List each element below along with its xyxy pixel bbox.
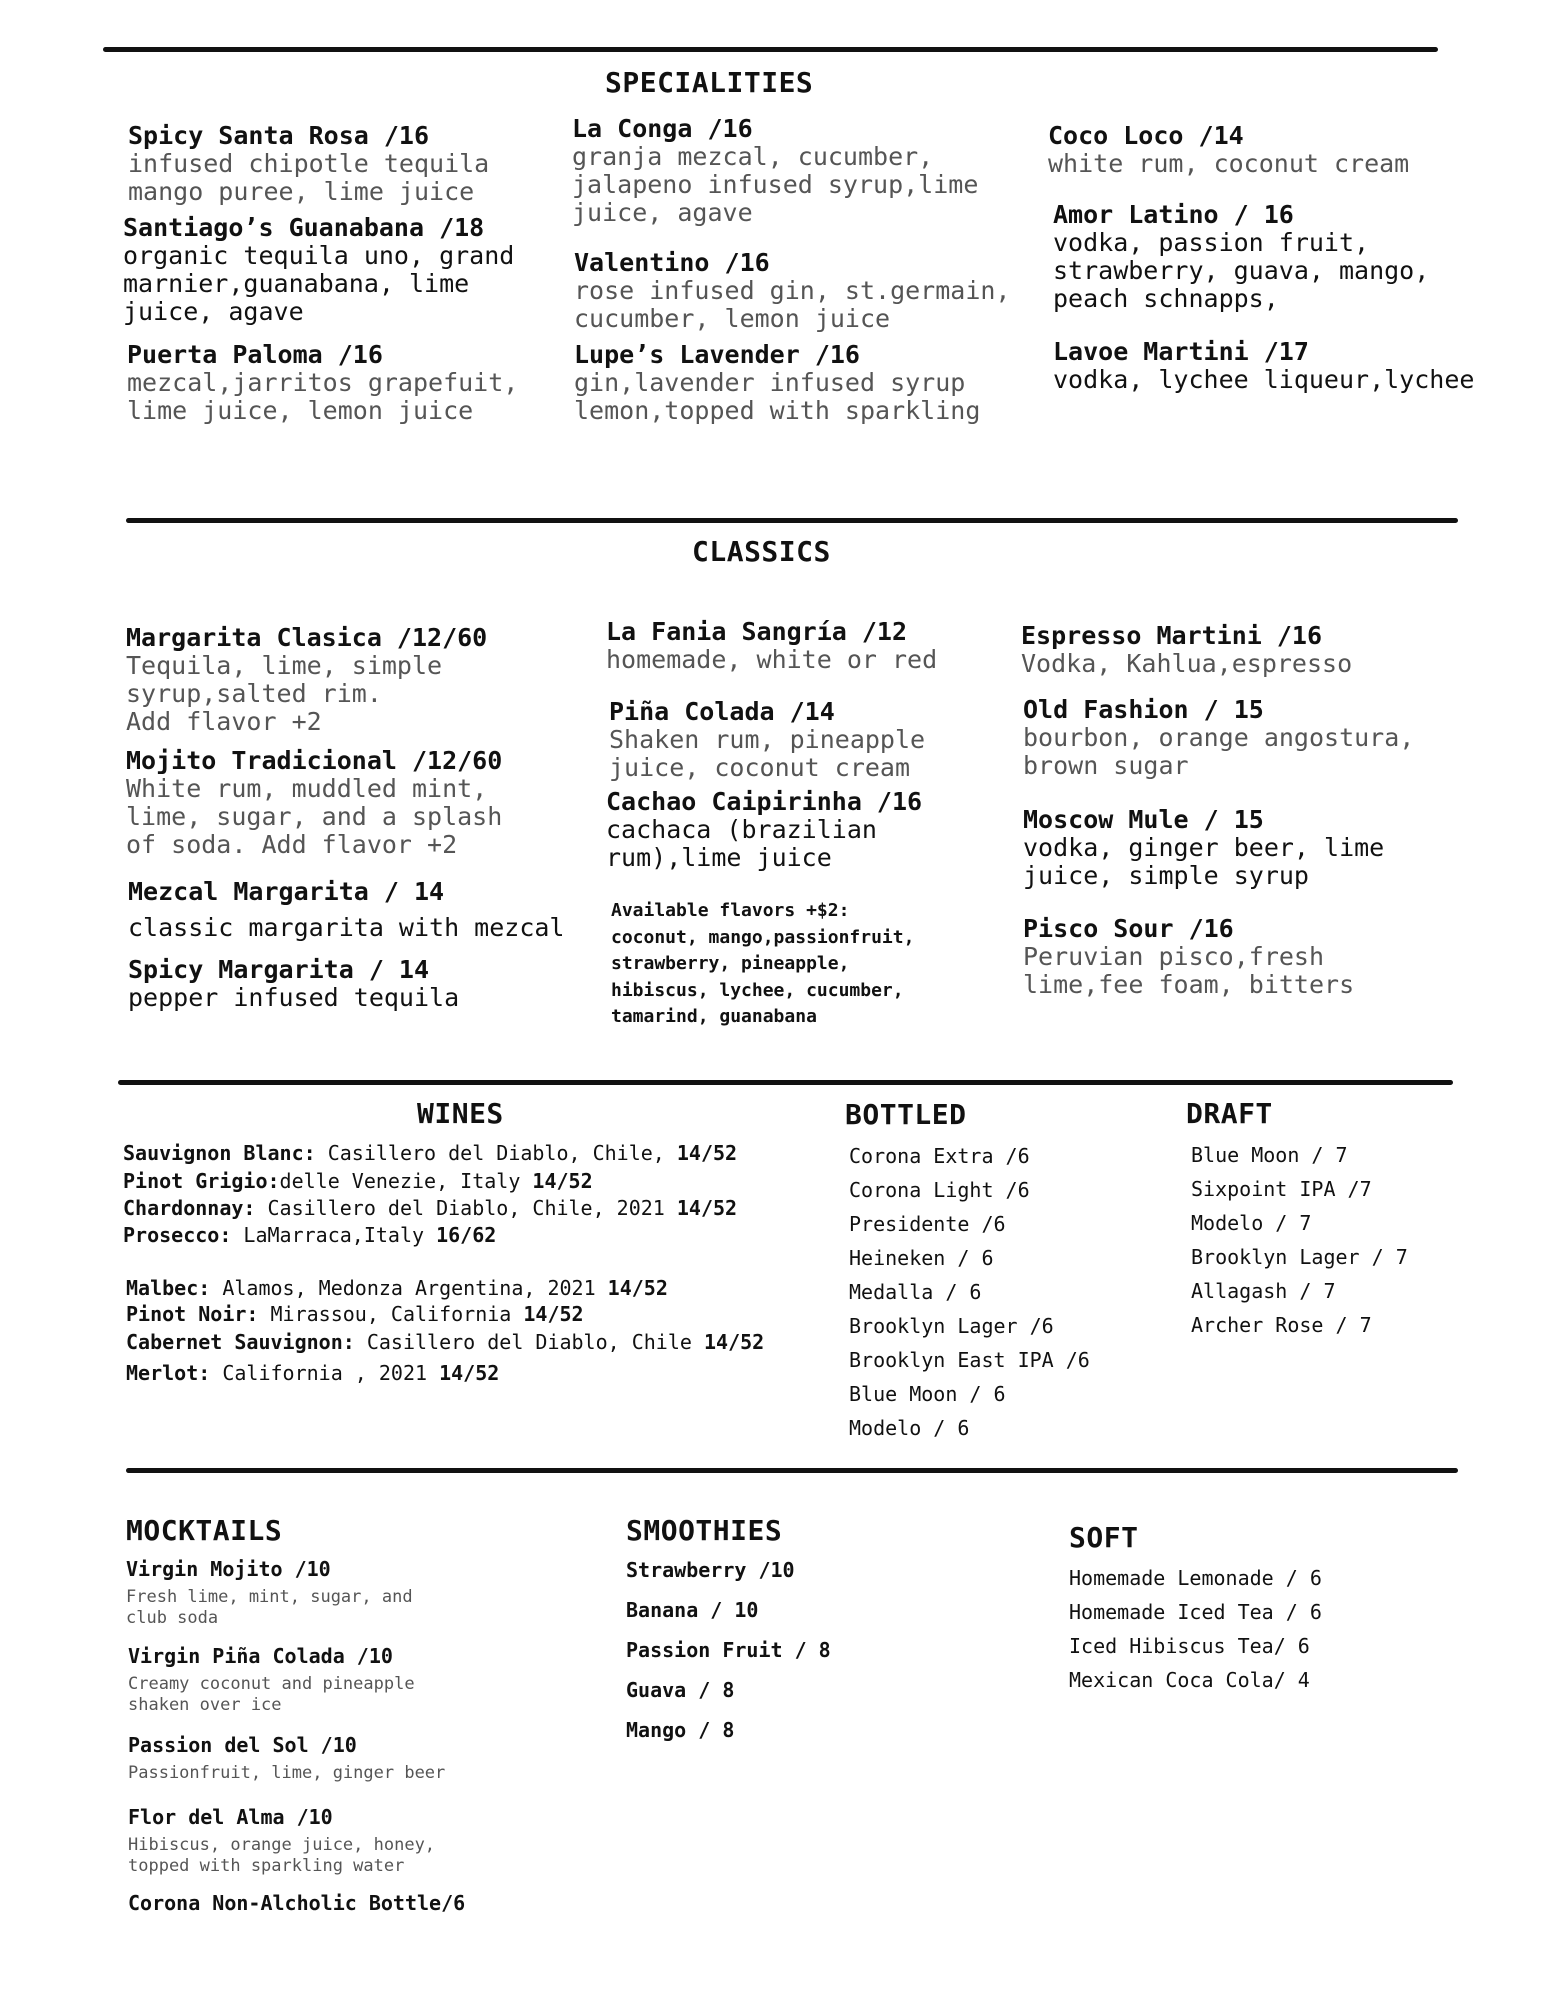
wine-type: Malbec: — [126, 1276, 211, 1300]
bottled-list — [849, 1139, 1090, 1445]
list-item: Banana / 10 — [626, 1598, 759, 1622]
list-item: Sixpoint IPA /7 — [1191, 1177, 1372, 1201]
soft-title: SOFT — [1069, 1521, 1139, 1554]
item-desc: vodka, lychee liqueur,lychee — [1053, 365, 1475, 394]
item-name: Amor Latino / 16 — [1053, 200, 1294, 229]
menu-item — [606, 618, 1076, 674]
item-name: Corona Non-Alcholic Bottle/6 — [128, 1891, 466, 1915]
item-name: Old Fashion / 15 — [1023, 695, 1264, 724]
item-name: La Fania Sangría /12 — [606, 617, 908, 646]
item-name: Mojito Tradicional /12/60 — [126, 746, 503, 775]
menu-item — [572, 115, 1042, 227]
item-desc: mezcal,jarritos grapefuit, lime juice, lemon juice — [127, 368, 519, 425]
bottled-title: BOTTLED — [845, 1098, 967, 1131]
list-item: Blue Moon / 6 — [849, 1382, 1006, 1406]
wine-type: Sauvignon Blanc: — [123, 1141, 316, 1165]
wine-price: 14/52 — [439, 1361, 500, 1385]
available-flavors: Available flavors +$2: coconut, mango,passionfruit, strawberry, pineapple, hibiscus, lychee, cucumber, tamarind, guanabana — [611, 900, 915, 1027]
item-name: Puerta Paloma /16 — [127, 340, 383, 369]
wine-desc: Casillero del Diablo, Chile, 2021 — [255, 1196, 677, 1220]
wine-price: 14/52 — [703, 1330, 765, 1354]
list-item: Homemade Iced Tea / 6 — [1069, 1600, 1322, 1624]
mocktail-item — [128, 1733, 445, 1784]
wine-row — [126, 1301, 584, 1327]
item-desc: rose infused gin, st.germain, cucumber, lemon juice — [574, 276, 1011, 333]
menu-item — [1023, 806, 1493, 890]
wine-type: Prosecco: — [123, 1223, 232, 1247]
item-desc: vodka, passion fruit, strawberry, guava, mango, peach schnapps, — [1053, 228, 1430, 313]
wine-type: Cabernet Sauvignon: — [126, 1330, 355, 1354]
item-name: Pisco Sour /16 — [1023, 914, 1234, 943]
item-name: Lupe’s Lavender /16 — [574, 340, 860, 369]
item-name: Virgin Piña Colada /10 — [128, 1644, 393, 1668]
list-item: Archer Rose / 7 — [1191, 1313, 1372, 1337]
item-name: Margarita Clasica /12/60 — [126, 623, 488, 652]
item-name: Valentino /16 — [574, 248, 770, 277]
item-desc: gin,lavender infused syrup lemon,topped with sparkling — [574, 368, 981, 425]
item-desc: Passionfruit, lime, ginger beer — [128, 1763, 446, 1783]
item-desc: classic margarita with mezcal — [128, 913, 565, 942]
wine-type: Pinot Grigio: — [123, 1169, 280, 1193]
divider-mocktails — [126, 1468, 1458, 1473]
item-desc: vodka, ginger beer, lime juice, simple syrup — [1023, 833, 1385, 890]
menu-item — [128, 956, 598, 1012]
classics-title: CLASSICS — [692, 535, 831, 568]
item-desc: bourbon, orange angostura, brown sugar — [1023, 723, 1415, 780]
wine-price: 14/52 — [523, 1302, 584, 1326]
item-desc: organic tequila uno, grand marnier,guanabana, lime juice, agave — [123, 241, 515, 326]
menu-item — [128, 878, 598, 942]
item-desc: cachaca (brazilian rum),lime juice — [606, 815, 877, 872]
item-name: Cachao Caipirinha /16 — [606, 787, 923, 816]
wine-row — [126, 1329, 764, 1355]
divider-top — [103, 47, 1438, 52]
list-item: Medalla / 6 — [849, 1280, 982, 1304]
item-name: Lavoe Martini /17 — [1053, 337, 1309, 366]
item-name: Santiago’s Guanabana /18 — [123, 213, 485, 242]
wine-price: 14/52 — [676, 1141, 738, 1165]
list-item: Strawberry /10 — [626, 1558, 795, 1582]
wines-title: WINES — [417, 1097, 504, 1130]
menu-item — [574, 249, 1044, 333]
wine-price: 14/52 — [532, 1169, 593, 1193]
item-desc: Tequila, lime, simple syrup,salted rim. Add flavor +2 — [126, 651, 443, 736]
divider-wines — [118, 1080, 1453, 1085]
wine-desc: LaMarraca,Italy — [231, 1223, 437, 1247]
menu-item — [574, 341, 1044, 425]
item-desc: white rum, coconut cream — [1048, 149, 1410, 178]
item-name: Passion del Sol /10 — [128, 1733, 357, 1757]
list-item: Allagash / 7 — [1191, 1279, 1336, 1303]
wine-desc: Alamos, Medonza Argentina, 2021 — [210, 1276, 608, 1300]
item-desc: Creamy coconut and pineapple shaken over ice — [128, 1674, 415, 1715]
item-name: Moscow Mule / 15 — [1023, 805, 1264, 834]
menu-item — [1053, 338, 1523, 394]
mocktail-item — [128, 1891, 465, 1915]
item-desc: granja mezcal, cucumber, jalapeno infused syrup,lime juice, agave — [572, 142, 979, 227]
wine-price: 16/62 — [436, 1223, 497, 1247]
list-item: Brooklyn Lager /6 — [849, 1314, 1054, 1338]
wine-type: Chardonnay: — [123, 1196, 256, 1220]
mocktail-item — [128, 1805, 435, 1877]
item-desc: Fresh lime, mint, sugar, and club soda — [126, 1587, 413, 1628]
item-name: Mezcal Margarita / 14 — [128, 877, 445, 906]
mocktails-title: MOCKTAILS — [126, 1514, 283, 1547]
item-desc: Vodka, Kahlua,espresso — [1021, 649, 1353, 678]
menu-item — [126, 747, 596, 859]
list-item: Corona Light /6 — [849, 1178, 1030, 1202]
item-desc: Shaken rum, pineapple juice, coconut cream — [609, 725, 926, 782]
wine-desc: Casillero del Diablo, Chile, — [315, 1141, 677, 1165]
menu-item — [1023, 696, 1493, 780]
mocktail-item — [126, 1557, 413, 1629]
wine-row — [126, 1360, 499, 1386]
list-item: Modelo / 6 — [849, 1416, 970, 1440]
list-item: Presidente /6 — [849, 1212, 1006, 1236]
menu-item — [609, 698, 1079, 782]
wine-row — [123, 1222, 496, 1248]
item-desc: pepper infused tequila — [128, 983, 460, 1012]
wine-desc: California , 2021 — [210, 1361, 440, 1385]
smoothies-list — [626, 1550, 831, 1750]
wine-row — [123, 1195, 737, 1221]
divider-classics — [126, 518, 1458, 523]
item-name: Virgin Mojito /10 — [126, 1557, 331, 1581]
item-name: Spicy Santa Rosa /16 — [128, 121, 430, 150]
wine-type: Pinot Noir: — [126, 1302, 259, 1326]
smoothies-title: SMOOTHIES — [626, 1514, 783, 1547]
wine-row — [123, 1168, 593, 1194]
wine-price: 14/52 — [607, 1276, 668, 1300]
item-name: La Conga /16 — [572, 114, 753, 143]
menu-item — [126, 624, 596, 736]
list-item: Brooklyn Lager / 7 — [1191, 1245, 1408, 1269]
list-item: Brooklyn East IPA /6 — [849, 1348, 1090, 1372]
list-item: Homemade Lemonade / 6 — [1069, 1566, 1322, 1590]
wine-price: 14/52 — [676, 1196, 738, 1220]
wine-desc: delle Venezie, Italy — [279, 1169, 533, 1193]
menu-item — [128, 122, 598, 206]
draft-list — [1191, 1138, 1408, 1342]
list-item: Mango / 8 — [626, 1718, 735, 1742]
item-name: Coco Loco /14 — [1048, 121, 1244, 150]
list-item: Corona Extra /6 — [849, 1144, 1030, 1168]
menu-item — [606, 788, 1076, 872]
wine-desc: Casillero del Diablo, Chile — [354, 1330, 704, 1354]
draft-title: DRAFT — [1186, 1097, 1273, 1130]
mocktail-item — [128, 1644, 415, 1716]
item-desc: infused chipotle tequila mango puree, lime juice — [128, 149, 490, 206]
menu-item — [1048, 122, 1518, 178]
wine-row — [123, 1140, 737, 1166]
list-item: Mexican Coca Cola/ 4 — [1069, 1668, 1310, 1692]
list-item: Blue Moon / 7 — [1191, 1143, 1348, 1167]
wine-desc: Mirassou, California — [258, 1302, 524, 1326]
soft-list — [1069, 1561, 1322, 1697]
item-desc: White rum, muddled mint, lime, sugar, and a splash of soda. Add flavor +2 — [126, 774, 503, 859]
specialities-title: SPECIALITIES — [605, 66, 814, 99]
wine-row — [126, 1275, 668, 1301]
menu-item — [1023, 915, 1493, 999]
item-name: Spicy Margarita / 14 — [128, 955, 430, 984]
list-item: Passion Fruit / 8 — [626, 1638, 831, 1662]
item-name: Piña Colada /14 — [609, 697, 835, 726]
list-item: Iced Hibiscus Tea/ 6 — [1069, 1634, 1310, 1658]
list-item: Modelo / 7 — [1191, 1211, 1312, 1235]
list-item: Heineken / 6 — [849, 1246, 994, 1270]
menu-item — [1053, 201, 1523, 313]
item-desc: homemade, white or red — [606, 645, 938, 674]
item-name: Flor del Alma /10 — [128, 1805, 333, 1829]
menu-item — [123, 214, 593, 326]
item-desc: Hibiscus, orange juice, honey, topped with sparkling water — [128, 1835, 436, 1876]
list-item: Guava / 8 — [626, 1678, 735, 1702]
item-name: Espresso Martini /16 — [1021, 621, 1323, 650]
item-desc: Peruvian pisco,fresh lime,fee foam, bitters — [1023, 942, 1355, 999]
menu-item — [1021, 622, 1491, 678]
wine-type: Merlot: — [126, 1361, 211, 1385]
menu-item — [127, 341, 597, 425]
